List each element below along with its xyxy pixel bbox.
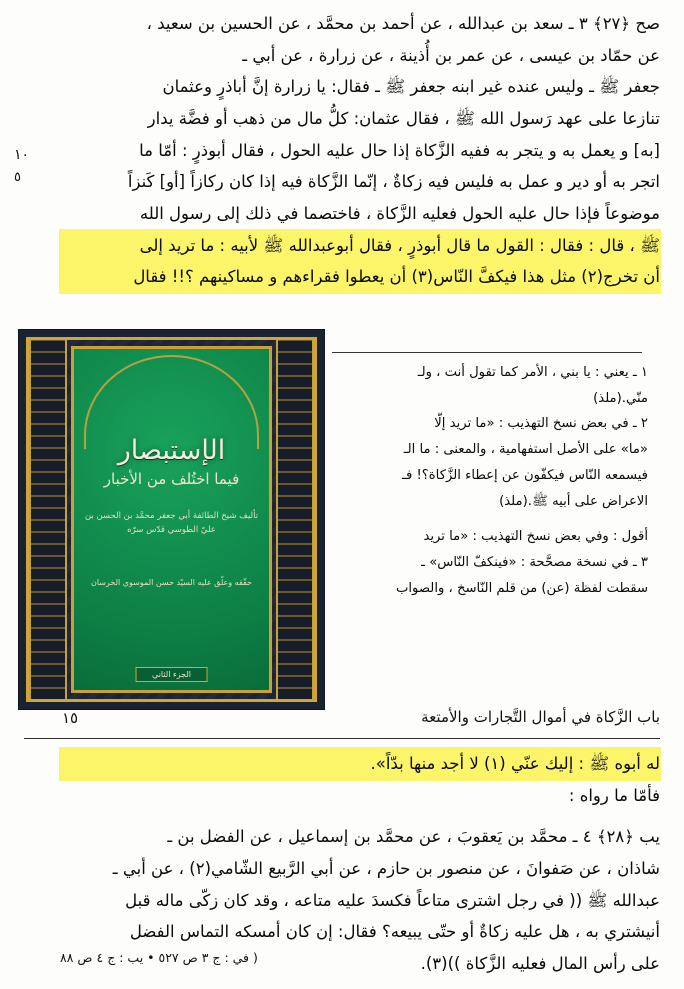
footnote-line: الاعراض على أبيه ﷺ.(ملذ) — [499, 493, 648, 509]
footnote-line: فيسمعه النّاس فيكفّون عن إعطاء الزَّكاة؟! فـ — [402, 467, 648, 483]
margin-line-number: ١٠ — [14, 147, 30, 163]
running-header: باب الزَّكاة في أموال التَّجارات والأمتعة — [421, 708, 660, 726]
footnote-line: أقول : وفي بعض نسخ التهذيب : «ما تريد — [423, 529, 648, 545]
main-text-line: اتجر به أو دير و عمل به فليس فيه زكاةٌ ، إنّما الزَّكاة فيه إذا كان ركازاً [أو] كَنزاً — [127, 172, 660, 192]
lower-text-line-highlighted: له أبوه ﷺ : إليك عنّي (١) لا أجد منها بدّاً». — [60, 748, 660, 780]
book-cover-edge-ornament — [29, 340, 67, 699]
main-text-line: صح ﴿٢٧﴾ ٣ ـ سعد بن عبدالله ، عن أحمد بن محمَّد ، عن الحسين بن سعيد ، — [146, 14, 660, 33]
lower-text-column — [60, 748, 660, 980]
book-cover-volume-badge: الجزء الثاني — [135, 667, 208, 682]
book-cover-subtitle: فيما اختُلف من الأخبار — [103, 470, 240, 488]
book-cover-image — [18, 329, 325, 710]
book-cover-author: تأليف شيخ الطائفة أبي جعفر محمَّد بن الحسن بن عليّ الطوسي قدّس سرّه — [84, 511, 259, 535]
lower-text-line: على رأس المال فعليه الزَّكاة ))(٣). — [420, 954, 660, 974]
margin-line-number-small: ٥ — [14, 170, 21, 185]
book-cover-title: الإستبصار — [117, 435, 226, 466]
footnote-line: ١ ـ يعني : يا بني ، الأمر كما تقول أنت ، ولـ — [417, 365, 648, 380]
main-text-line: [به] و يعمل به و يتجر به ففيه الزَّكاة إذا حال عليه الحول ، فقال أبوذرٍ : أمّا ما — [139, 140, 660, 160]
book-cover-spine-ornament — [276, 340, 314, 699]
lower-text-line: فأمّا ما رواه : — [568, 785, 660, 805]
main-text-line: تنازعا على عهد رَسول الله ﷺ ، فقال عثمان: كلُّ مال من ذهب أو فضَّة يدار — [147, 109, 660, 129]
lower-text-line: أنيشتري به ، هل عليه زكاةٌ أو حتّى يبيعه؟ فقال: إن كان أمسكه التماس الفضل — [129, 922, 660, 942]
footnote-line: ٢ ـ في بعض نسخ التهذيب : «ما تريد إلّا — [434, 416, 648, 432]
main-text-line: جعفر ﷺ ـ وليس عنده غير ابنه جعفر ﷺ ـ فقال: يا زرارة إنَّ أباذرٍ وعثمان — [162, 77, 660, 97]
lower-text-line: يب ﴿٢٨﴾ ٤ ـ محمَّد بن يَعقوبَ ، عن محمَّد بن إسماعيل ، عن الفضل بن ـ — [167, 827, 660, 847]
book-cover-editor: حقّقه وعلّق عليه السيّد حسن الموسوي الخرسان — [90, 578, 253, 588]
main-text-line-highlighted: أن تخرج(٢) مثل هذا فيكفَّ النّاس(٣) أن يعطوا فقراءهم و مساكينهم ؟!! فقال — [60, 261, 660, 293]
book-cover-panel — [71, 346, 272, 693]
source-citation: ( في : ج ٣ ص ٥٢٧ • يب : ج ٤ ص ٨٨ — [60, 950, 258, 965]
footnote-line: ٣ ـ في نسخة مصحَّحة : «فينكفّ النّاس» ـ — [421, 555, 648, 571]
header-rule — [24, 738, 660, 739]
footnote-line: منّي.(ملذ) — [593, 390, 648, 406]
main-text-line-highlighted: ﷺ ، قال : فقال : القول ما قال أبوذرٍ ، فقال أبوعبدالله ﷺ لأبيه : ما تريد إلى — [60, 230, 660, 262]
footnote-gap — [332, 514, 648, 524]
footnote-line: «ما» على الأصل استفهامية ، والمعنى : ما الـ — [403, 442, 648, 458]
footnote-line: سقطت لفظة (عن) من قلم النّاسخ ، والصواب — [395, 580, 648, 596]
main-text-line: موضوعاً فإذا حال عليه الحول فعليه الزَّكاة ، فاختصما في ذلك إلى رسول الله — [139, 204, 660, 224]
footnote-column — [332, 360, 648, 602]
lower-text-line: شاذان ، عن صَفوانَ ، عن منصور بن حازم ، عن أبي الرَّبيع الشّامي(٢) ، عن أبي ـ — [112, 859, 660, 879]
main-text-line: عن حمّاد بن عيسى ، عن عمر بن أُذينة ، عن زرارة ، عن أبي ـ — [242, 45, 660, 65]
page-number: ١٥ — [62, 709, 79, 727]
main-text-column — [60, 8, 660, 293]
book-cover-frame — [26, 337, 317, 702]
lower-text-line: عبدالله ﷺ (( في رجل اشترى متاعاً فكسدَ عليه متاعه ، وقد كان زكّى ماله قبل — [125, 890, 660, 910]
footnote-separator-rule — [332, 352, 642, 353]
